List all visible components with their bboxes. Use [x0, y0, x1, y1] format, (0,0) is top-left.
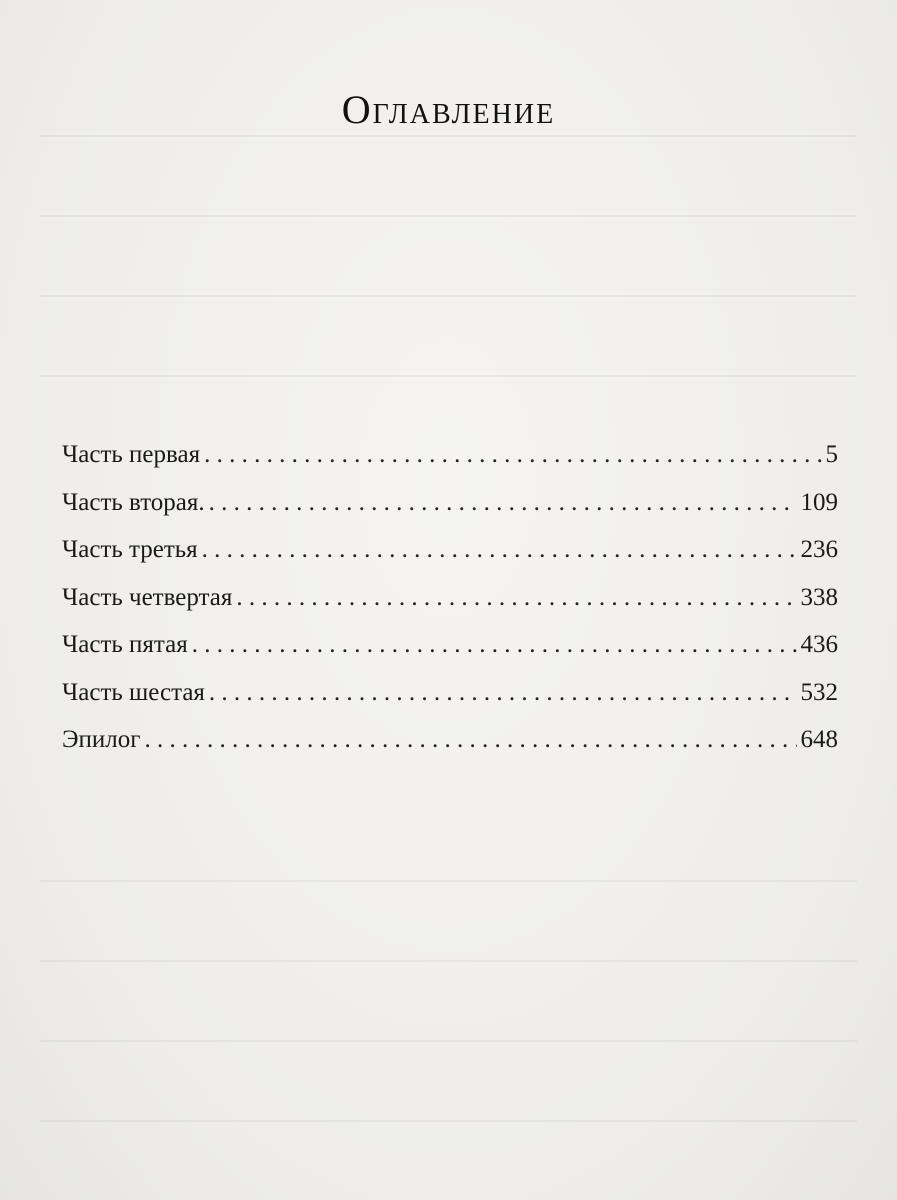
bleed-through-line [40, 960, 857, 962]
toc-dot-leader [209, 488, 797, 518]
toc-dot-leader [192, 630, 797, 660]
toc-dot-leader [209, 678, 797, 708]
toc-entry-page-number: 338 [800, 583, 838, 611]
toc-entry-label: Часть шестая [62, 678, 205, 706]
toc-entry-page-number: 532 [800, 678, 838, 706]
bleed-through-line [40, 215, 857, 217]
table-of-contents [62, 440, 838, 773]
toc-entry-label: Часть вторая. [62, 488, 205, 516]
toc-entry-page-number: 648 [800, 726, 838, 753]
toc-entry-page-number: 436 [800, 631, 838, 658]
toc-entry-label: Часть пятая [62, 631, 188, 658]
bleed-through-line [40, 375, 857, 377]
toc-entry-part-5[interactable] [62, 630, 838, 678]
bleed-through-line [40, 880, 857, 882]
toc-entry-label: Эпилог [62, 726, 141, 753]
toc-dot-leader [236, 583, 796, 613]
toc-entry-part-4[interactable] [62, 583, 838, 631]
toc-dot-leader [202, 535, 797, 565]
toc-entry-label: Часть первая [62, 441, 201, 468]
toc-dot-leader [145, 725, 797, 755]
toc-entry-label: Часть третья [62, 536, 198, 563]
page-title: Оглавление [341, 87, 556, 132]
toc-entry-part-1[interactable] [62, 440, 838, 488]
bleed-through-line [40, 135, 857, 137]
toc-entry-part-6[interactable] [62, 678, 838, 726]
bleed-through-line [40, 1120, 857, 1122]
bleed-through-line [40, 1040, 857, 1042]
toc-entry-page-number: 5 [825, 441, 838, 468]
toc-dot-leader [204, 440, 821, 470]
bleed-through-line [40, 295, 857, 297]
toc-entry-epilogue[interactable] [62, 725, 838, 773]
toc-entry-label: Часть четвертая [62, 583, 233, 611]
toc-entry-part-3[interactable] [62, 535, 838, 583]
toc-entry-page-number: 236 [800, 536, 838, 563]
toc-entry-page-number: 109 [800, 488, 838, 516]
toc-entry-part-2[interactable] [62, 488, 838, 536]
